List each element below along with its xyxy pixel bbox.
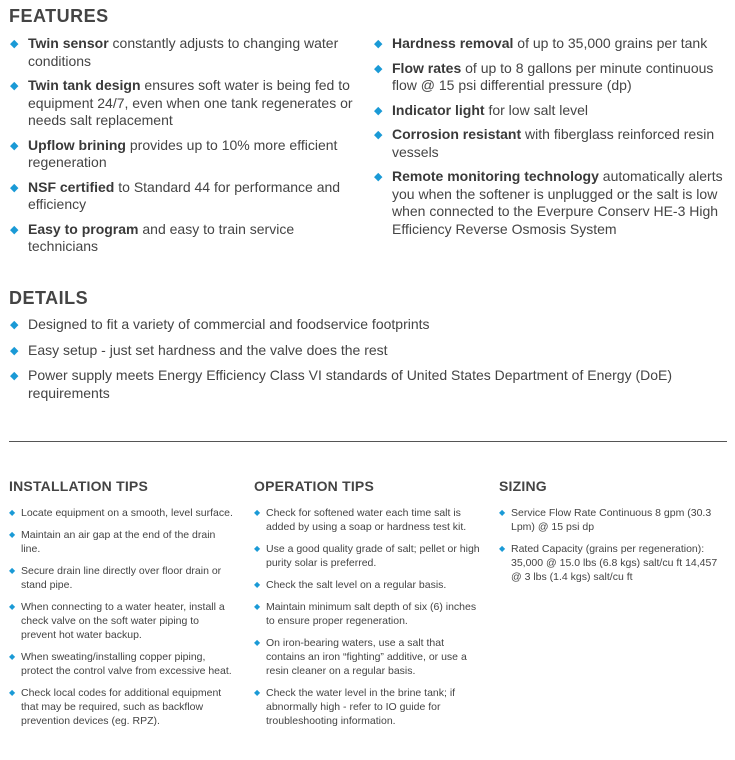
operation-tips-heading: OPERATION TIPS xyxy=(254,478,374,494)
diamond-bullet-icon: ◆ xyxy=(10,38,19,50)
diamond-bullet-icon: ◆ xyxy=(374,62,383,75)
installation-tips-heading: INSTALLATION TIPS xyxy=(9,478,148,494)
diamond-bullet-icon: ◆ xyxy=(254,688,261,697)
list-item: ◆ Twin sensor constantly adjusts to changing water conditions xyxy=(10,35,339,69)
list-item: ◆ Designed to fit a variety of commercial and foodservice footprints xyxy=(9,316,709,334)
diamond-bullet-icon: ◆ xyxy=(10,223,19,236)
diamond-bullet-icon: ◆ xyxy=(9,508,16,517)
diamond-bullet-icon: ◆ xyxy=(254,508,261,517)
list-item: ◆ On iron-bearing waters, use a salt that contains an iron “fighting” additive, or use a resin cleaner on a regular basis. xyxy=(254,637,467,677)
installation-tips-column xyxy=(9,478,234,736)
list-item: ◆ Corrosion resistant with fiberglass reinforced resin vessels xyxy=(374,126,715,160)
list-item: ◆ When sweating/installing copper piping, protect the control valve from excessive heat. xyxy=(9,651,232,677)
diamond-bullet-icon: ◆ xyxy=(10,139,19,152)
diamond-bullet-icon: ◆ xyxy=(254,580,261,589)
list-item: ◆ Twin tank design ensures soft water is being fed to equipment 24/7, even when one tank regenerates or needs salt replacement xyxy=(10,77,353,128)
list-item: ◆ NSF certified to Standard 44 for performance and efficiency xyxy=(10,178,341,212)
details-list xyxy=(9,316,709,409)
sizing-heading: SIZING xyxy=(499,478,547,494)
diamond-bullet-icon: ◆ xyxy=(9,652,16,661)
list-item: ◆ Flow rates of up to 8 gallons per minute continuous flow @ 15 psi differential pressure (dp) xyxy=(374,59,714,93)
operation-tips-column xyxy=(254,478,484,736)
list-item: ◆ Check local codes for additional equipment that may be required, such as backflow prevention devices (eg. RPZ). xyxy=(9,687,222,727)
diamond-bullet-icon: ◆ xyxy=(10,370,19,382)
list-item: ◆ Check the salt level on a regular basis. xyxy=(254,579,447,591)
list-item: ◆ Upflow brining provides up to 10% more efficient regeneration xyxy=(10,136,338,170)
list-item: ◆ Maintain minimum salt depth of six (6) inches to ensure proper regeneration. xyxy=(254,601,477,627)
section-divider xyxy=(9,441,727,442)
list-item: ◆ Easy to program and easy to train service technicians xyxy=(10,220,295,254)
list-item: ◆ Indicator light for low salt level xyxy=(373,102,723,120)
diamond-bullet-icon: ◆ xyxy=(254,544,261,553)
diamond-bullet-icon: ◆ xyxy=(254,602,261,611)
list-item: ◆ Power supply meets Energy Efficiency Class VI standards of United States Department of Energy (DoE) requirements xyxy=(10,367,673,401)
list-item: ◆ When connecting to a water heater, install a check valve on the soft water piping to prevent hot water backup. xyxy=(9,601,225,641)
diamond-bullet-icon: ◆ xyxy=(10,319,19,331)
diamond-bullet-icon: ◆ xyxy=(9,688,16,697)
details-heading: DETAILS xyxy=(9,288,89,308)
list-item: ◆ Secure drain line directly over floor drain or stand pipe. xyxy=(9,565,222,591)
features-left-list xyxy=(9,35,359,263)
diamond-bullet-icon: ◆ xyxy=(10,344,19,357)
diamond-bullet-icon: ◆ xyxy=(10,181,19,194)
diamond-bullet-icon: ◆ xyxy=(9,530,16,539)
diamond-bullet-icon: ◆ xyxy=(10,80,19,92)
list-item: ◆ Easy setup - just set hardness and the valve does the rest xyxy=(9,342,709,360)
features-right-list xyxy=(373,35,723,245)
list-item: ◆ Locate equipment on a smooth, level surface. xyxy=(9,507,233,519)
diamond-bullet-icon: ◆ xyxy=(499,508,506,517)
list-item: ◆ Remote monitoring technology automatically alerts you when the softener is unplugged or the salt is low when connected to the Everpure Conserv HE-3 High Efficiency Reverse Osmosis System xyxy=(374,168,723,237)
list-item: ◆ Hardness removal of up to 35,000 grains per tank xyxy=(373,35,723,53)
diamond-bullet-icon: ◆ xyxy=(254,638,261,647)
sizing-column xyxy=(499,478,727,592)
diamond-bullet-icon: ◆ xyxy=(374,129,383,141)
list-item: ◆ Use a good quality grade of salt; pellet or high purity solar is preferred. xyxy=(254,543,480,569)
diamond-bullet-icon: ◆ xyxy=(9,566,16,575)
features-heading: FEATURES xyxy=(9,6,109,26)
diamond-bullet-icon: ◆ xyxy=(374,171,383,183)
diamond-bullet-icon: ◆ xyxy=(374,104,383,117)
list-item: ◆ Maintain an air gap at the end of the drain line. xyxy=(9,529,216,555)
list-item: ◆ Rated Capacity (grains per regeneration): 35,000 @ 15.0 lbs (6.8 kgs) salt/cu ft 14,457 @ 3 lbs (1.4 kgs) salt/cu ft xyxy=(499,543,718,583)
diamond-bullet-icon: ◆ xyxy=(9,602,16,611)
list-item: ◆ Check for softened water each time salt is added by using a soap or hardness test kit. xyxy=(254,507,467,533)
list-item: ◆ Service Flow Rate Continuous 8 gpm (30.3 Lpm) @ 15 psi dp xyxy=(499,507,712,533)
diamond-bullet-icon: ◆ xyxy=(499,544,506,553)
list-item: ◆ Check the water level in the brine tank; if abnormally high - refer to IO guide for troubleshooting information. xyxy=(254,687,456,727)
diamond-bullet-icon: ◆ xyxy=(374,38,383,50)
